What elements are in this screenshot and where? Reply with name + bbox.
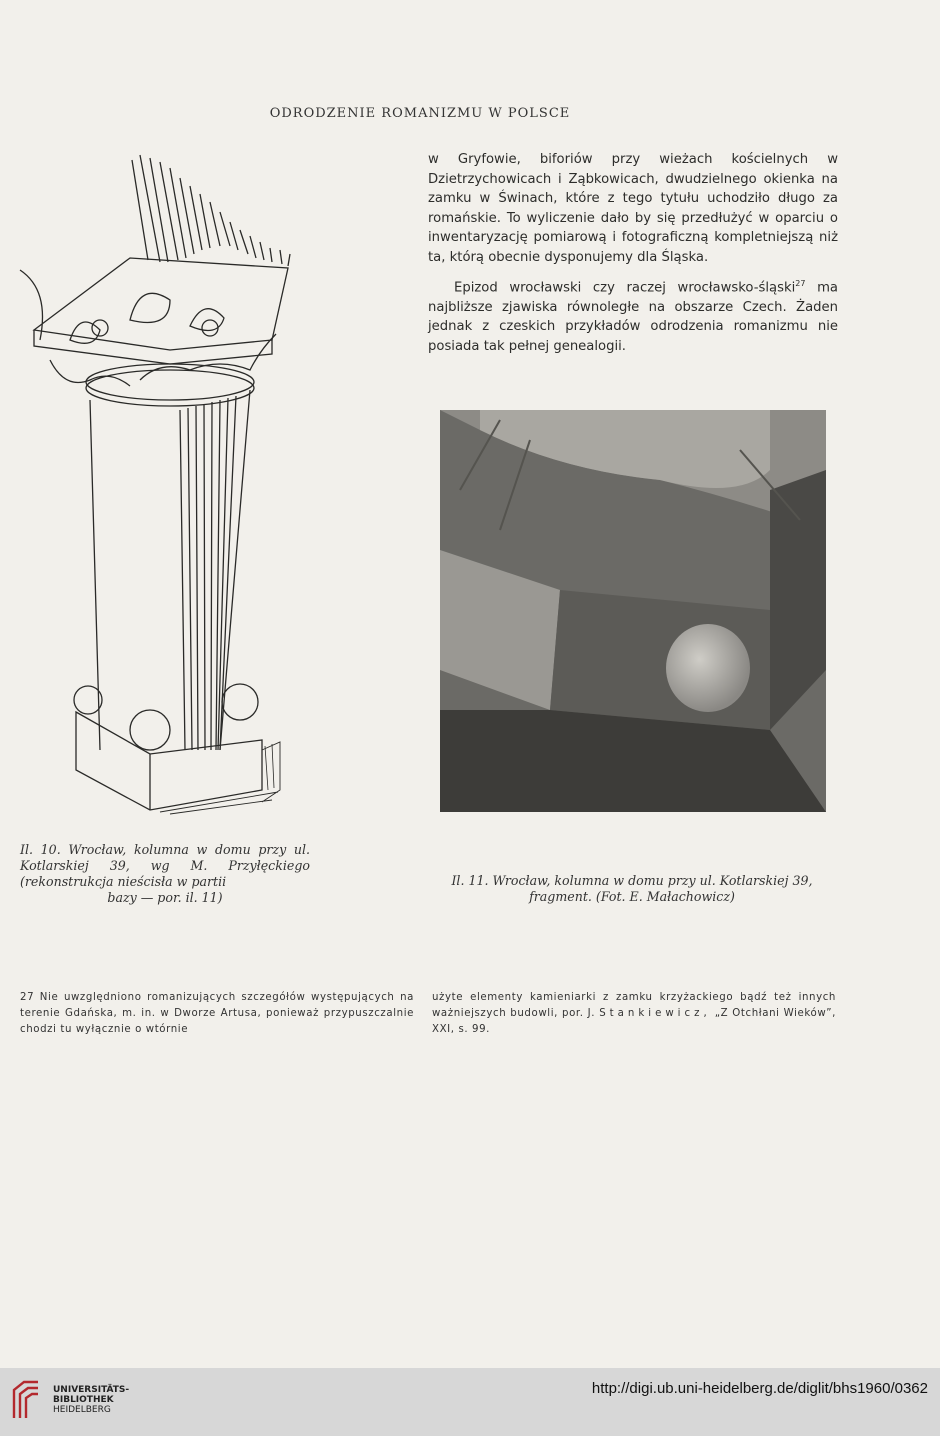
- paragraph-2-rest: ma najbliższe zjawiska równoległe na obszarze Czech. Żaden jednak z czeskich przykładów odrodzenia romanizmu nie posiada tak pełnej genealogii.: [428, 279, 839, 354]
- body-text: [428, 150, 838, 356]
- footnote-ref[interactable]: 27: [795, 278, 806, 288]
- library-name-line-2: BIBLIOTHEK: [53, 1395, 114, 1405]
- column-drawing: [10, 150, 310, 820]
- figure-10-caption-main: Il. 10. Wrocław, kolumna w domu przy ul. Kotlarskiej 39, wg M. Przyłęckiego (rekonstrukcja nieścisła w partii: [20, 842, 310, 889]
- university-library-logo-icon[interactable]: [10, 1378, 44, 1422]
- footnote-left-text: Nie uwzględniono romanizujących szczegółów występujących na terenie Gdańska, m. in. w Dworze Artusa, ponieważ przypuszczalnie chodzi tu wyłącznie o wtórnie: [20, 992, 414, 1035]
- running-header: ODRODZENIE ROMANIZMU W POLSCE: [269, 106, 571, 121]
- figure-10-caption: [20, 842, 310, 906]
- figure-10-caption-last: bazy — por. il. 11): [107, 890, 223, 905]
- paragraph-1: w Gryfowie, biforiów przy wieżach kościelnych w Dzietrzychowicach i Ząbkowicach, dwudzielnego okienka na zamku w Świnach, które z tego tytułu uchodziło długo za romańskie. To wyliczenie dało by się przedłużyć w oparciu o inwentaryzację pomiarową i fotograficzną kompletniejszą niż ta, którą obecnie dysponujemy dla Śląska.: [428, 152, 838, 265]
- figure-11-caption: Il. 11. Wrocław, kolumna w domu przy ul. Kotlarskiej 39, fragment. (Fot. E. Małachowicz): [451, 873, 813, 904]
- footnote-right-text: użyte elementy kamieniarki z zamku krzyżackiego bądź też innych ważniejszych budowli, por. J.: [432, 992, 836, 1019]
- paragraph-2: [428, 274, 838, 357]
- permalink-url[interactable]: http://digi.ub.uni-heidelberg.de/diglit/bhs1960/0362: [591, 1380, 928, 1397]
- library-name-line-1: UNIVERSITÄTS-: [53, 1385, 130, 1395]
- library-name-line-3: HEIDELBERG: [53, 1405, 111, 1415]
- footnote-number: 27: [20, 992, 35, 1003]
- footnote-27-left: [20, 990, 414, 1038]
- footer-bar: [0, 1368, 940, 1436]
- paragraph-2-start: Epizod wrocławski czy raczej wrocławsko-śląski: [454, 279, 796, 295]
- column-photograph: [440, 410, 826, 812]
- footnote-right-end: „Z Otchłani Wieków”, XXI, s. 99.: [432, 1008, 836, 1035]
- footnote-author: Stankiewicz,: [599, 1008, 711, 1019]
- library-name: [53, 1385, 129, 1415]
- footnote-27-right: [432, 990, 836, 1038]
